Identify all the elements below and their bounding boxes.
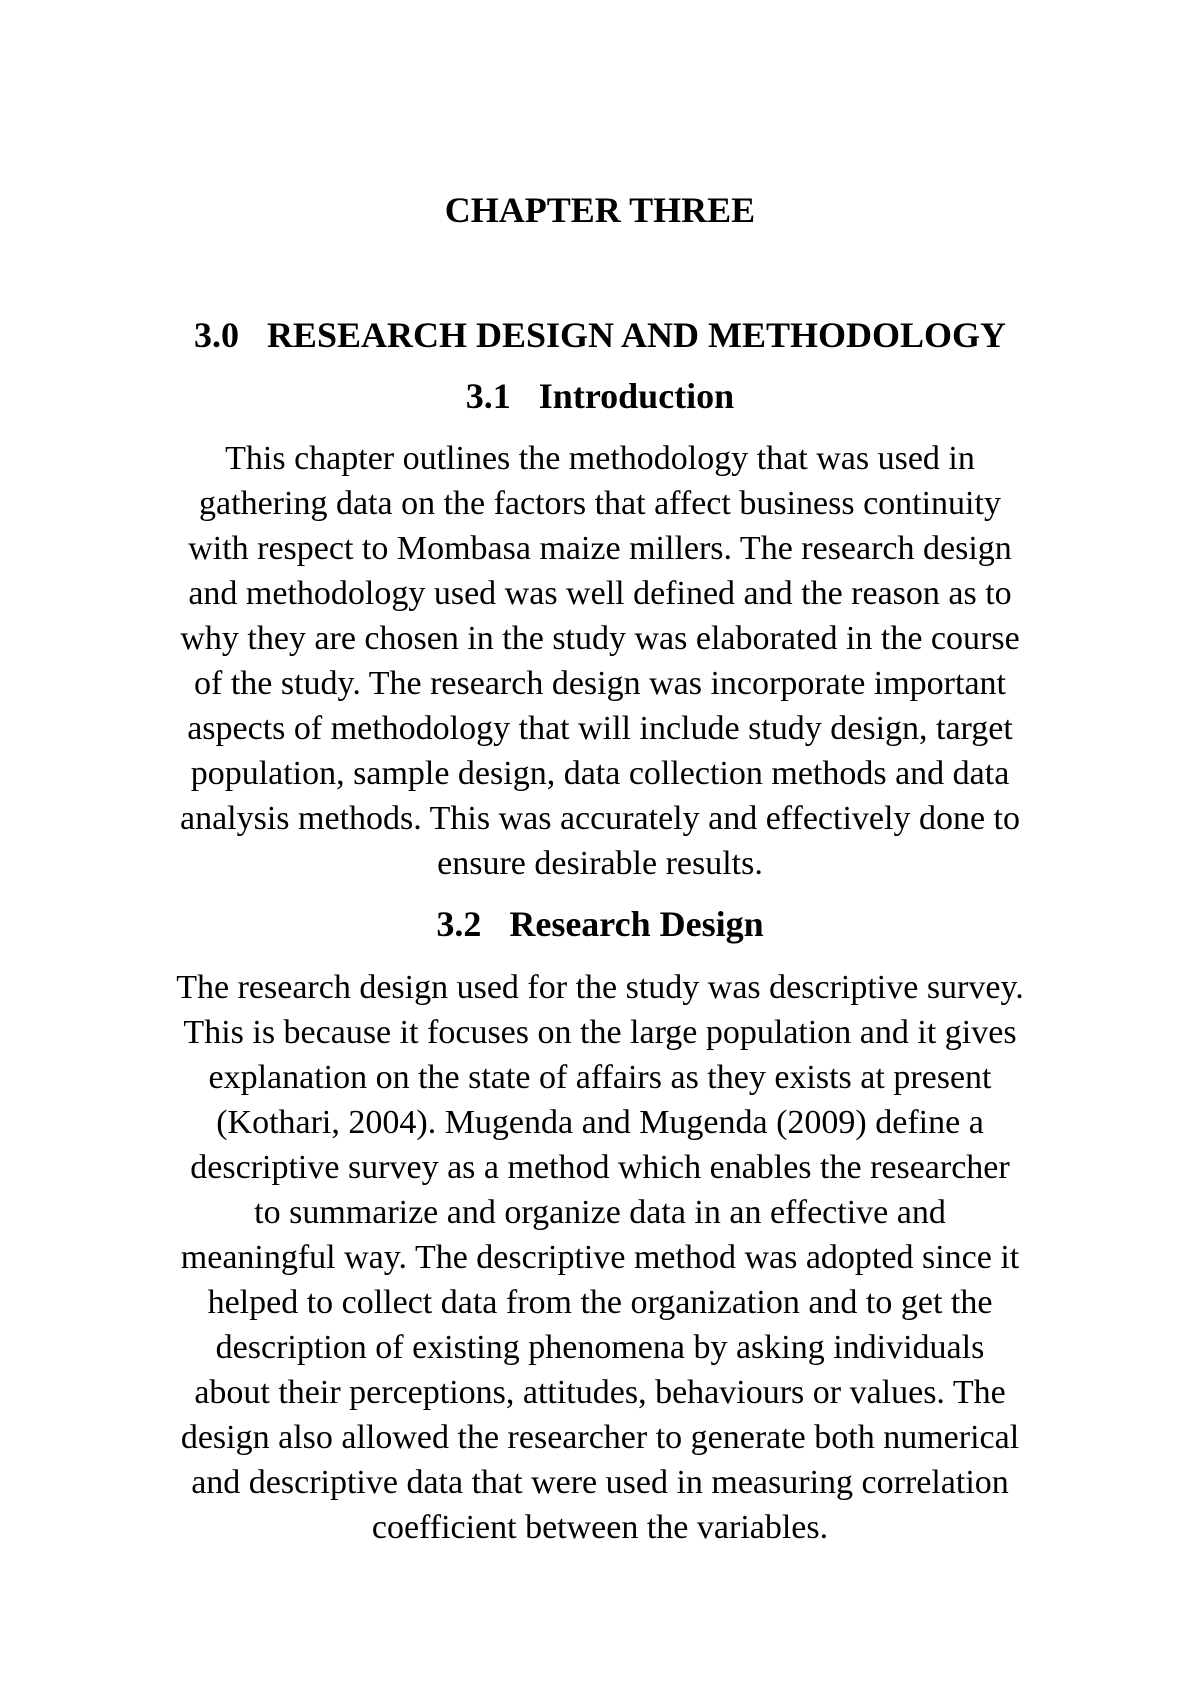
introduction-paragraph: [130, 436, 1070, 886]
section-number: 3.0: [193, 315, 239, 355]
section-title: Introduction: [538, 376, 735, 416]
paragraph-line: gathering data on the factors that affect business continuity: [199, 485, 1001, 522]
section-number: 3.2: [436, 904, 482, 944]
paragraph-line: with respect to Mombasa maize millers. The research design: [188, 530, 1012, 567]
section-title: Research Design: [509, 904, 764, 944]
section-title: RESEARCH DESIGN AND METHODOLOGY: [266, 315, 1007, 355]
paragraph-line: descriptive survey as a method which enables the researcher: [190, 1149, 1010, 1186]
paragraph-line: about their perceptions, attitudes, behaviours or values. The: [194, 1374, 1006, 1411]
paragraph-line: design also allowed the researcher to generate both numerical: [180, 1419, 1020, 1456]
paragraph-line: and descriptive data that were used in measuring correlation: [191, 1464, 1009, 1501]
paragraph-line: ensure desirable results.: [437, 845, 763, 882]
paragraph-line: of the study. The research design was incorporate important: [194, 665, 1006, 702]
paragraph-line: (Kothari, 2004). Mugenda and Mugenda (2009) define a: [216, 1104, 984, 1141]
paragraph-line: The research design used for the study was descriptive survey.: [176, 969, 1024, 1006]
research-design-paragraph: [130, 965, 1070, 1550]
chapter-title: CHAPTER THREE: [444, 190, 756, 230]
paragraph-line: explanation on the state of affairs as they exists at present: [208, 1059, 992, 1096]
paragraph-line: population, sample design, data collection methods and data: [190, 755, 1010, 792]
paragraph-line: analysis methods. This was accurately and effectively done to: [180, 800, 1020, 837]
paragraph-line: meaningful way. The descriptive method was adopted since it: [180, 1239, 1020, 1276]
paragraph-line: aspects of methodology that will include study design, target: [187, 710, 1013, 747]
paragraph-line: and methodology used was well defined and the reason as to: [188, 575, 1012, 612]
section-heading-3-2: [0, 902, 1200, 946]
paragraph-line: This chapter outlines the methodology that was used in: [225, 440, 975, 477]
paragraph-line: coefficient between the variables.: [371, 1509, 829, 1546]
section-heading-3-0: [0, 313, 1200, 357]
paragraph-line: This is because it focuses on the large population and it gives: [183, 1014, 1017, 1051]
paragraph-line: description of existing phenomena by asking individuals: [215, 1329, 985, 1366]
paragraph-line: why they are chosen in the study was elaborated in the course: [180, 620, 1020, 657]
section-number: 3.1: [465, 376, 511, 416]
section-heading-3-1: [0, 374, 1200, 418]
paragraph-line: to summarize and organize data in an effective and: [254, 1194, 946, 1231]
paragraph-line: helped to collect data from the organization and to get the: [207, 1284, 993, 1321]
